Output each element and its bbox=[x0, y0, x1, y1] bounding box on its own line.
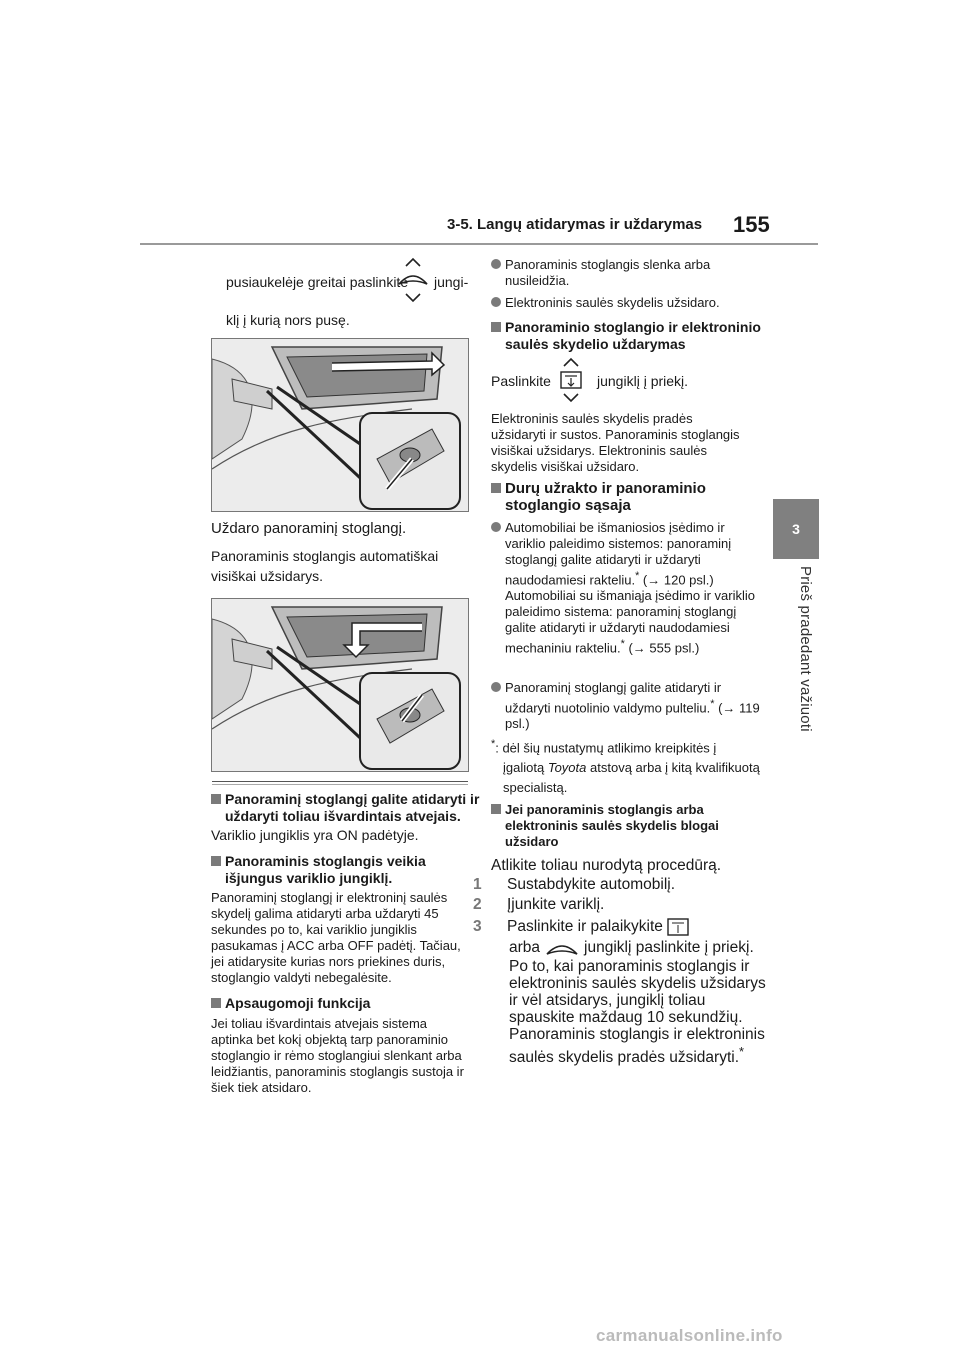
heading-closing: Panoraminio stoglangio ir elektroninio saulės skydelio uždarymas bbox=[491, 319, 763, 353]
round-bullet-icon bbox=[491, 297, 501, 307]
square-bullet-icon bbox=[491, 804, 501, 814]
square-bullet-icon bbox=[211, 998, 221, 1008]
heading-engine-off: Panoraminis stoglangis veikia išjungus variklio jungiklį. bbox=[211, 853, 483, 887]
heading-malfunction: Jei panoraminis stoglangis arba elektroninis saulės skydelis blogai užsidaro bbox=[491, 802, 763, 850]
step-2: 2 Įjunkite variklį. bbox=[473, 896, 605, 913]
step-1: 1 Sustabdykite automobilį. bbox=[473, 876, 676, 893]
round-bullet-icon bbox=[491, 682, 501, 692]
bullet-key: Automobiliai be išmaniosios įsėdimo ir variklio paleidimo sistemos: panoraminį stoglangį galite atidaryti ir uždaryti naudodamiesi rakteliu.* (→ 120 psl.) Automobiliai su išmaniąja įsėdimo ir variklio paleidimo sistema: panoraminį stoglangį galite atidaryti ir uždaryti naudodamiesi mechaniniu rakteliu.* (→ 555 psl.) bbox=[491, 520, 763, 657]
slide-switch-icon bbox=[557, 356, 585, 404]
intro-after: jungi- bbox=[434, 274, 469, 290]
footnote: *: dėl šių nustatymų atlikimo kreipkitės į įgaliotą Toyota atstovą arba į kitą kvalifikuotą specialistą. bbox=[491, 738, 760, 796]
procedure-intro: Atlikite toliau nurodytą procedūrą. bbox=[491, 857, 722, 874]
bullet-remote: Panoraminį stoglangį galite atidaryti ir uždaryti nuotolinio valdymo pulteliu.* (→ 119 psl.) bbox=[491, 680, 763, 732]
text-closing: Elektroninis saulės skydelis pradės užsidaryti ir sustos. Panoraminis stoglangis visiškai užsidarys. Elektroninis saulės skydelis visiškai užsidaro. bbox=[491, 411, 740, 474]
round-bullet-icon bbox=[491, 259, 501, 269]
intro-line2: klį į kurią nors pusę. bbox=[226, 312, 350, 328]
tilt-switch-icon bbox=[396, 256, 430, 306]
text-engine-off: Panoraminį stoglangį ir elektroninį saulės skydelį galima atidaryti arba uždaryti 45 sekundes po to, kai variklio jungiklis pasukamas į ACC arba OFF padėtį. Tačiau, jei atidarysite kurias nors priekines duris, stoglangio valdyti nebegalėsite. bbox=[211, 890, 461, 985]
watermark: carmanualsonline.info bbox=[596, 1326, 783, 1345]
chapter-tab: 3 bbox=[773, 499, 819, 559]
caption-auto: Panoraminis stoglangis automatiškai visiškai užsidarys. bbox=[211, 548, 439, 584]
bullet-shade-closes: Elektroninis saulės skydelis užsidaro. bbox=[491, 295, 763, 311]
header-divider bbox=[140, 243, 818, 245]
roof-switch-photo-close bbox=[211, 598, 469, 772]
step-3: 3 Paslinkite ir palaikykite arba jungiklį paslinkite į priekį. Po to, kai panoraminis stoglangis ir elektroninis saulės skydelis užsidarys ir vėl atsidarys, jungiklį toliau spauskite maždaug 10 sekundžių. Panoraminis stoglangis ir elektroninis saulės skydelis pradės užsidaryti.* bbox=[491, 916, 771, 1066]
closing-instruction: Paslinkite jungiklį į priekį. bbox=[491, 356, 749, 404]
chapter-title: Prieš pradedant važiuoti bbox=[797, 566, 814, 732]
intro-text bbox=[226, 256, 469, 329]
text-conditions: Variklio jungiklis yra ON padėtyje. bbox=[211, 827, 419, 843]
heading-protection: Apsaugomoji funkcija bbox=[211, 995, 483, 1012]
heading-door-lock: Durų užrakto ir panoraminio stoglangio sąsaja bbox=[491, 480, 763, 514]
slide-switch-icon bbox=[665, 916, 691, 938]
divider bbox=[212, 784, 468, 785]
heading-conditions: Panoraminį stoglangį galite atidaryti ir uždaryti toliau išvardintais atvejais. bbox=[211, 791, 483, 825]
bullet-slides: Panoraminis stoglangis slenka arba nusileidžia. bbox=[491, 257, 763, 289]
intro-before: pusiaukelėje greitai paslinkite bbox=[226, 274, 409, 290]
caption-close: Uždaro panoraminį stoglangį. bbox=[211, 520, 407, 537]
roof-switch-photo-open bbox=[211, 338, 469, 512]
divider bbox=[212, 781, 468, 782]
section-title: 3-5. Langų atidarymas ir uždarymas bbox=[447, 216, 703, 233]
square-bullet-icon bbox=[211, 856, 221, 866]
square-bullet-icon bbox=[491, 483, 501, 493]
tilt-switch-icon bbox=[544, 938, 580, 958]
text-protection: Jei toliau išvardintais atvejais sistema aptinka bet kokį objektą tarp panoraminio stoglangio ir rėmo stoglangiui slenkant arba leidžiantis, panoraminis stoglangis sustoja ir šiek tiek atsidaro. bbox=[211, 1016, 464, 1095]
page-number: 155 bbox=[733, 212, 770, 237]
square-bullet-icon bbox=[491, 322, 501, 332]
square-bullet-icon bbox=[211, 794, 221, 804]
round-bullet-icon bbox=[491, 522, 501, 532]
